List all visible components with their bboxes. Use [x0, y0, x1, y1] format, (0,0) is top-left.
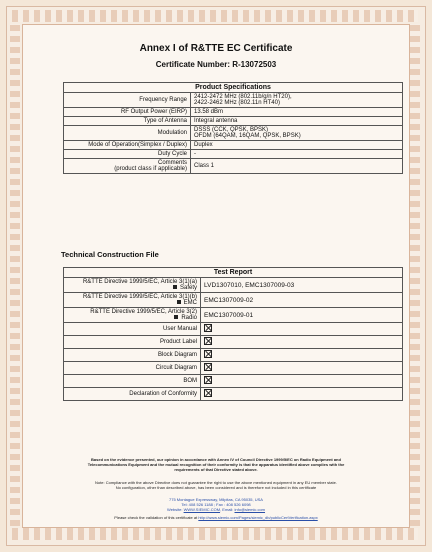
spec-value-line: 2412-2472 MHz (802.11b/g/n HT20), [194, 94, 292, 100]
table-row [64, 141, 403, 150]
spec-value: Class 1 [191, 159, 403, 174]
directive-sub: Radio [181, 315, 197, 321]
table-row [64, 323, 403, 336]
footer-web-email: Website: WWW.SIEMIC.COM, Email: info@siemic.com [166, 507, 266, 512]
spec-label-line: (product class if applicable) [114, 166, 187, 172]
bullet-square-icon [174, 315, 178, 319]
footer-line: requirements of that Directive stated above. [174, 467, 258, 472]
test-report-table [63, 267, 403, 401]
spec-label: Type of Antenna [64, 117, 191, 126]
checkbox-checked-icon [204, 389, 212, 397]
website-link[interactable]: WWW.SIEMIC.COM [183, 507, 221, 512]
technical-construction-title: Technical Construction File [61, 250, 159, 259]
spec-value-line: DSSS (CCK, QPSK, BPSK) [194, 127, 269, 133]
footer-line: Based on the evidence presented, our opinion in accordance with Annex IV of Council Directive 1999/5/EC on Radio Equipment and [91, 457, 341, 462]
footer-line: No configuration, other than described above, has been considered and is therefore not included in this certificate [115, 485, 317, 490]
certificate-page [22, 24, 410, 528]
product-specifications-header: Product Specifications [64, 83, 403, 93]
table-row [64, 375, 403, 388]
certificate-title: Annex I of R&TTE EC Certificate [139, 43, 293, 54]
checked-box [201, 323, 403, 336]
table-row [64, 117, 403, 126]
footer-line: Telecommunications Equipment and the mutual recognition of their conformity is that the apparatus identified above complies with the [87, 462, 345, 467]
checked-box [201, 362, 403, 375]
checkbox-checked-icon [204, 376, 212, 384]
checkbox-checked-icon [204, 324, 212, 332]
table-row [64, 336, 403, 349]
table-row [64, 362, 403, 375]
product-specifications-table [63, 82, 403, 174]
checked-box [201, 375, 403, 388]
spec-label: Duty Cycle [64, 150, 191, 159]
spec-value: Integral antenna [191, 117, 403, 126]
table-row [64, 349, 403, 362]
document-label: Declaration of Conformity [64, 388, 201, 401]
spec-label: Modulation [64, 126, 191, 141]
directive-text: R&TTE Directive 1999/5/EC, Article 3(1)(b) [82, 294, 197, 300]
border-ornament-left [10, 24, 20, 526]
footer-address: 775 Montague Expressway, Milpitas, CA 95035, USA [169, 497, 263, 502]
footer-contact [43, 497, 389, 512]
spec-label: RF Output Power (EIRP) [64, 108, 191, 117]
directive-sub: EMC [183, 300, 197, 306]
checkbox-checked-icon [204, 337, 212, 345]
checked-box [201, 349, 403, 362]
validation-link[interactable]: http://www.siemic.com/Pages/siemic_db/publicCertVerification.aspx [198, 515, 318, 520]
test-report-header: Test Report [64, 268, 403, 278]
email-link[interactable]: info@siemic.com [234, 507, 266, 512]
table-row [64, 93, 403, 108]
spec-label [64, 159, 191, 174]
table-row [64, 388, 403, 401]
spec-value [191, 126, 403, 141]
table-row [64, 126, 403, 141]
document-label: BOM [64, 375, 201, 388]
table-row [64, 308, 403, 323]
checkbox-checked-icon [204, 350, 212, 358]
table-row [64, 278, 403, 293]
certificate-number: Certificate Number: R-13072503 [155, 60, 277, 69]
checked-box [201, 388, 403, 401]
footer-tel: Tel: 408 526 1188 ; Fax : 408 526 6098 [181, 502, 251, 507]
document-label: User Manual [64, 323, 201, 336]
bullet-square-icon [173, 285, 177, 289]
checkbox-checked-icon [204, 363, 212, 371]
directive-text: R&TTE Directive 1999/5/EC, Article 3(1)(a) [82, 279, 197, 285]
spec-value: - [191, 150, 403, 159]
table-row [64, 150, 403, 159]
footer-statement [43, 457, 389, 472]
spec-label: Mode of Operation(Simplex / Duplex) [64, 141, 191, 150]
spec-value [191, 93, 403, 108]
directive-label [64, 278, 201, 293]
footer-line: Note: Compliance with the above Directive does not guarantee the right to use the above mentioned equipment in any EU member state. [95, 480, 337, 485]
table-row [64, 108, 403, 117]
spec-value-line: OFDM (64QAM, 16QAM, QPSK, BPSK) [194, 133, 301, 139]
document-label: Block Diagram [64, 349, 201, 362]
checked-box [201, 336, 403, 349]
spec-value: 13.58 dBm [191, 108, 403, 117]
document-label: Circuit Diagram [64, 362, 201, 375]
spec-label-line: Comments [157, 160, 187, 166]
spec-value: Duplex [191, 141, 403, 150]
directive-sub: Safety [179, 285, 197, 291]
border-ornament-top [12, 10, 418, 22]
footer-validation: Please check the validation of this certificate at http://www.siemic.com/Pages/siemic_db/publicCertVerification.aspx [114, 515, 318, 520]
border-ornament-bottom [12, 528, 418, 540]
report-value: EMC1307009-02 [201, 293, 403, 308]
border-ornament-right [410, 24, 420, 526]
report-value: LVD1307010, EMC1307009-03 [201, 278, 403, 293]
spec-label: Frequency Range [64, 93, 191, 108]
report-value: EMC1307009-01 [201, 308, 403, 323]
table-row [64, 159, 403, 174]
document-label: Product Label [64, 336, 201, 349]
bullet-square-icon [177, 300, 181, 304]
table-row [64, 293, 403, 308]
footer-note [43, 480, 389, 490]
directive-label [64, 293, 201, 308]
spec-value-line: 2422-2462 MHz (802.11n HT40) [194, 100, 280, 106]
directive-label [64, 308, 201, 323]
directive-text: R&TTE Directive 1999/5/EC, Article 3(2) [90, 309, 197, 315]
